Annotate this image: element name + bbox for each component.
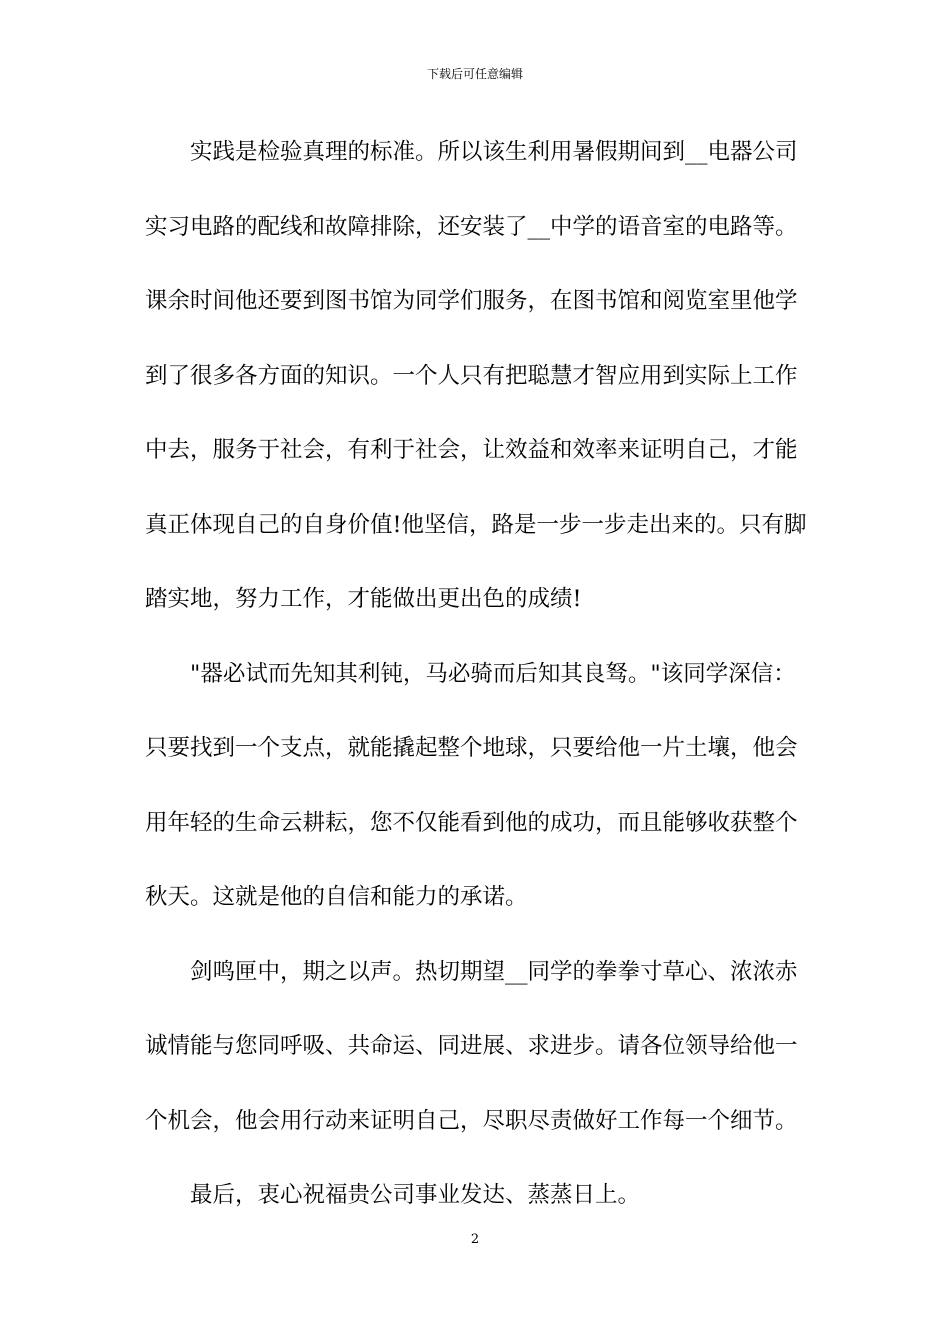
- text-line: 踏实地，努力工作，才能做出更出色的成绩!: [145, 586, 582, 612]
- text-line: 最后，衷心祝福贵公司事业发达、蒸蒸日上。: [190, 1182, 641, 1208]
- text-line: "器必试而先知其利钝，马必骑而后知其良驽。"该同学深信：: [190, 660, 796, 687]
- text-line: 剑鸣匣中，期之以声。热切期望__同学的拳拳寸草心、浓浓赤: [190, 958, 798, 985]
- text-line: 实习电路的配线和故障排除，还安装了__中学的语音室的电路等。: [145, 213, 798, 240]
- document-body: [145, 127, 807, 1245]
- text-line: 中去，服务于社会，有利于社会，让效益和效率来证明自己，才能: [145, 437, 798, 463]
- text-line: 课余时间他还要到图书馆为同学们服务，在图书馆和阅览室里他学: [145, 288, 798, 314]
- page-header: 下载后可任意编辑: [426, 67, 523, 81]
- text-line: 个机会，他会用行动来证明自己，尽职尽责做好工作每一个细节。: [145, 1107, 798, 1134]
- text-line: 秋天。这就是他的自信和能力的承诺。: [145, 884, 528, 910]
- text-line: 用年轻的生命云耕耘，您不仅能看到他的成功，而且能够收获整个: [145, 809, 798, 836]
- text-line: 诚情能与您同呼吸、共命运、同进展、求进步。请各位领导给他一: [145, 1033, 798, 1059]
- page-number: 2: [470, 1232, 480, 1247]
- text-line: 实践是检验真理的标准。所以该生利用暑假期间到__电器公司: [190, 139, 798, 165]
- text-line: 只要找到一个支点，就能撬起整个地球，只要给他一片土壤，他会: [145, 735, 798, 761]
- text-line: 到了很多各方面的知识。一个人只有把聪慧才智应用到实际上工作: [145, 362, 798, 389]
- text-line: 真正体现自己的自身价值!他坚信，路是一步一步走出来的。只有脚: [145, 511, 807, 538]
